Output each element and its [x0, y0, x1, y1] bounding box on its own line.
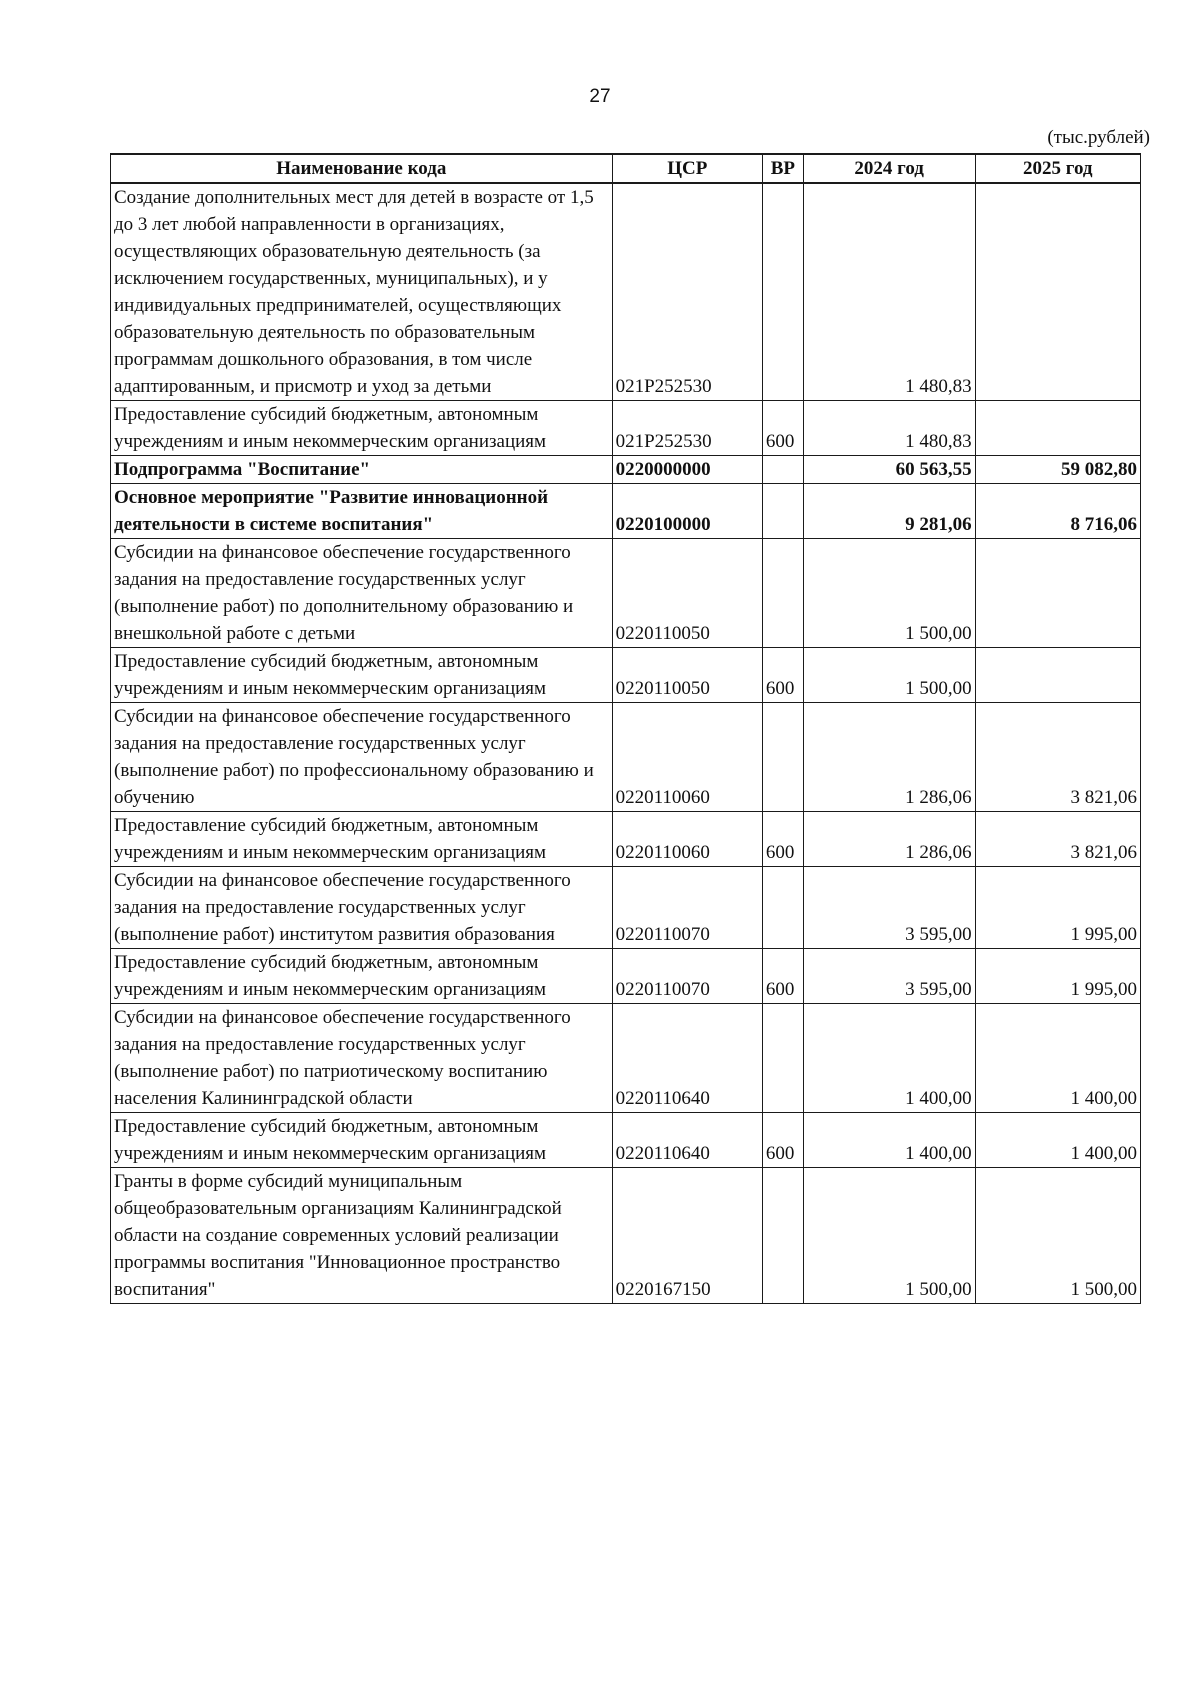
cell-name: Основное мероприятие "Развитие инновационной деятельности в системе воспитания" [111, 484, 613, 539]
cell-2024: 9 281,06 [803, 484, 975, 539]
cell-2025: 8 716,06 [975, 484, 1140, 539]
column-header-2024: 2024 год [803, 154, 975, 183]
table-row [111, 1113, 1141, 1168]
cell-2025 [975, 183, 1140, 401]
column-header-vr: ВР [762, 154, 803, 183]
cell-2024: 1 500,00 [803, 1168, 975, 1304]
table-row [111, 183, 1141, 401]
cell-2024: 1 500,00 [803, 539, 975, 648]
cell-2025: 3 821,06 [975, 812, 1140, 867]
cell-name: Субсидии на финансовое обеспечение государственного задания на предоставление государственных услуг (выполнение работ) по профессиональному образованию и обучению [111, 703, 613, 812]
table-row [111, 539, 1141, 648]
cell-csr: 0220110640 [612, 1113, 762, 1168]
table-row [111, 484, 1141, 539]
cell-2024: 1 286,06 [803, 812, 975, 867]
cell-vr [762, 183, 803, 401]
cell-vr [762, 539, 803, 648]
cell-2024: 1 500,00 [803, 648, 975, 703]
cell-csr: 0220110070 [612, 949, 762, 1004]
cell-csr: 0220110070 [612, 867, 762, 949]
cell-vr [762, 484, 803, 539]
cell-2025 [975, 648, 1140, 703]
cell-vr: 600 [762, 648, 803, 703]
cell-vr [762, 456, 803, 484]
column-header-2025: 2025 год [975, 154, 1140, 183]
cell-2024: 1 286,06 [803, 703, 975, 812]
table-body [111, 183, 1141, 1304]
cell-name: Предоставление субсидий бюджетным, автономным учреждениям и иным некоммерческим организациям [111, 812, 613, 867]
cell-name: Субсидии на финансовое обеспечение государственного задания на предоставление государственных услуг (выполнение работ) по патриотическому воспитанию населения Калининградской области [111, 1004, 613, 1113]
cell-name: Предоставление субсидий бюджетным, автономным учреждениям и иным некоммерческим организациям [111, 949, 613, 1004]
cell-csr: 0220167150 [612, 1168, 762, 1304]
cell-2025: 1 995,00 [975, 949, 1140, 1004]
cell-csr: 0220110060 [612, 703, 762, 812]
table-row [111, 812, 1141, 867]
cell-name: Субсидии на финансовое обеспечение государственного задания на предоставление государственных услуг (выполнение работ) по дополнительному образованию и внешкольной работе с детьми [111, 539, 613, 648]
cell-vr: 600 [762, 401, 803, 456]
cell-name: Подпрограмма "Воспитание" [111, 456, 613, 484]
table-row [111, 401, 1141, 456]
table-row [111, 1004, 1141, 1113]
page-number: 27 [589, 86, 611, 107]
cell-vr: 600 [762, 1113, 803, 1168]
cell-name: Создание дополнительных мест для детей в возрасте от 1,5 до 3 лет любой направленности в организациях, осуществляющих образовательную деятельность (за исключением государственных, муниципальных), и у индивидуальных предпринимателей, осуществляющих образовательную деятельность по образовательным программам дошкольного образования, в том числе адаптированным, и присмотр и уход за детьми [111, 183, 613, 401]
cell-name: Предоставление субсидий бюджетным, автономным учреждениям и иным некоммерческим организациям [111, 401, 613, 456]
table-row [111, 456, 1141, 484]
cell-2024: 1 480,83 [803, 183, 975, 401]
budget-table [110, 153, 1141, 1304]
cell-2024: 1 480,83 [803, 401, 975, 456]
cell-2025: 1 400,00 [975, 1004, 1140, 1113]
cell-vr [762, 703, 803, 812]
cell-2025: 1 995,00 [975, 867, 1140, 949]
cell-2025: 59 082,80 [975, 456, 1140, 484]
cell-2025 [975, 539, 1140, 648]
cell-2024: 3 595,00 [803, 867, 975, 949]
cell-csr: 0220110050 [612, 539, 762, 648]
cell-csr: 021P252530 [612, 183, 762, 401]
column-header-name: Наименование кода [111, 154, 613, 183]
cell-csr: 0220000000 [612, 456, 762, 484]
cell-csr: 0220110050 [612, 648, 762, 703]
cell-name: Субсидии на финансовое обеспечение государственного задания на предоставление государственных услуг (выполнение работ) институтом развития образования [111, 867, 613, 949]
cell-vr: 600 [762, 812, 803, 867]
table-header-row [111, 154, 1141, 183]
cell-2024: 3 595,00 [803, 949, 975, 1004]
cell-2024: 60 563,55 [803, 456, 975, 484]
cell-name: Предоставление субсидий бюджетным, автономным учреждениям и иным некоммерческим организациям [111, 648, 613, 703]
cell-2025: 3 821,06 [975, 703, 1140, 812]
table-row [111, 1168, 1141, 1304]
cell-2024: 1 400,00 [803, 1113, 975, 1168]
cell-csr: 021P252530 [612, 401, 762, 456]
cell-2025 [975, 401, 1140, 456]
cell-2025: 1 500,00 [975, 1168, 1140, 1304]
cell-csr: 0220100000 [612, 484, 762, 539]
cell-vr: 600 [762, 949, 803, 1004]
table-row [111, 949, 1141, 1004]
cell-vr [762, 867, 803, 949]
cell-vr [762, 1004, 803, 1113]
cell-name: Предоставление субсидий бюджетным, автономным учреждениям и иным некоммерческим организациям [111, 1113, 613, 1168]
cell-vr [762, 1168, 803, 1304]
cell-2025: 1 400,00 [975, 1113, 1140, 1168]
cell-2024: 1 400,00 [803, 1004, 975, 1113]
table-row [111, 867, 1141, 949]
column-header-csr: ЦСР [612, 154, 762, 183]
cell-csr: 0220110640 [612, 1004, 762, 1113]
table-row [111, 648, 1141, 703]
cell-name: Гранты в форме субсидий муниципальным общеобразовательным организациям Калининградской области на создание современных условий реализации программы воспитания "Инновационное пространство воспитания" [111, 1168, 613, 1304]
table-row [111, 703, 1141, 812]
cell-csr: 0220110060 [612, 812, 762, 867]
units-label: (тыс.рублей) [1047, 127, 1150, 148]
